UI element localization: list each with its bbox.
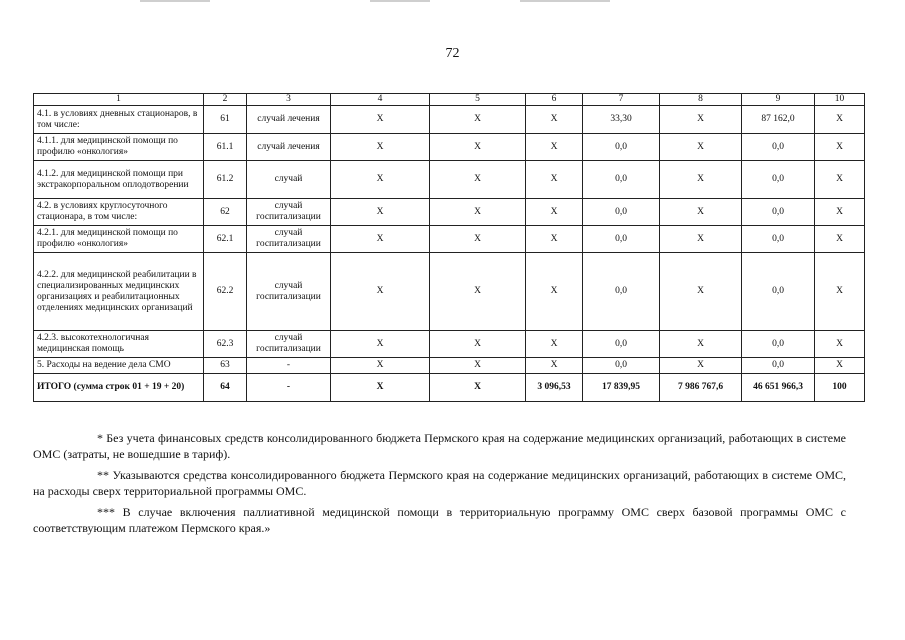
table-row bbox=[34, 226, 865, 253]
total-row bbox=[34, 374, 865, 402]
cell-col10: X bbox=[815, 161, 865, 199]
row-code: 62 bbox=[204, 199, 247, 226]
cell-col5: X bbox=[430, 331, 526, 358]
row-code: 61.2 bbox=[204, 161, 247, 199]
cell-col4: X bbox=[331, 358, 430, 374]
cell-col9: 0,0 bbox=[742, 253, 815, 331]
cell-col9: 0,0 bbox=[742, 331, 815, 358]
row-unit: случай bbox=[247, 161, 331, 199]
column-header: 10 bbox=[815, 94, 865, 106]
table-row bbox=[34, 161, 865, 199]
cell-col7: 0,0 bbox=[583, 358, 660, 374]
column-header: 9 bbox=[742, 94, 815, 106]
row-name: 4.2. в условиях круглосуточного стационара, в том числе: bbox=[34, 199, 204, 226]
cell-col9: 0,0 bbox=[742, 134, 815, 161]
cell-col6: 3 096,53 bbox=[526, 374, 583, 402]
cell-col10: 100 bbox=[815, 374, 865, 402]
scan-artifact bbox=[520, 0, 610, 2]
financing-table bbox=[33, 93, 865, 402]
cell-col7: 0,0 bbox=[583, 226, 660, 253]
column-header: 8 bbox=[660, 94, 742, 106]
row-name: 4.2.3. высокотехнологичная медицинская помощь bbox=[34, 331, 204, 358]
row-name: 4.1. в условиях дневных стационаров, в том числе: bbox=[34, 106, 204, 134]
cell-col6: X bbox=[526, 161, 583, 199]
column-header: 4 bbox=[331, 94, 430, 106]
cell-col10: X bbox=[815, 106, 865, 134]
cell-col10: X bbox=[815, 253, 865, 331]
row-unit: случай госпитализации bbox=[247, 331, 331, 358]
row-unit: случай лечения bbox=[247, 106, 331, 134]
column-header: 5 bbox=[430, 94, 526, 106]
row-name: 4.2.2. для медицинской реабилитации в специализированных медицинских организациях и реабилитационных отделениях медицинских организаций bbox=[34, 253, 204, 331]
cell-col6: X bbox=[526, 134, 583, 161]
cell-col9: 87 162,0 bbox=[742, 106, 815, 134]
cell-col7: 33,30 bbox=[583, 106, 660, 134]
row-code: 62.1 bbox=[204, 226, 247, 253]
row-code: 64 bbox=[204, 374, 247, 402]
cell-col6: X bbox=[526, 106, 583, 134]
cell-col5: X bbox=[430, 161, 526, 199]
row-unit: - bbox=[247, 374, 331, 402]
row-name: 4.2.1. для медицинской помощи по профилю «онкология» bbox=[34, 226, 204, 253]
cell-col6: X bbox=[526, 253, 583, 331]
table-row bbox=[34, 358, 865, 374]
cell-col7: 0,0 bbox=[583, 134, 660, 161]
cell-col9: 46 651 966,3 bbox=[742, 374, 815, 402]
cell-col8: 7 986 767,6 bbox=[660, 374, 742, 402]
row-name: 5. Расходы на ведение дела СМО bbox=[34, 358, 204, 374]
cell-col9: 0,0 bbox=[742, 161, 815, 199]
cell-col5: X bbox=[430, 358, 526, 374]
row-name: 4.1.2. для медицинской помощи при экстракорпоральном оплодотворении bbox=[34, 161, 204, 199]
row-code: 62.3 bbox=[204, 331, 247, 358]
cell-col8: X bbox=[660, 226, 742, 253]
cell-col7: 0,0 bbox=[583, 331, 660, 358]
cell-col10: X bbox=[815, 226, 865, 253]
cell-col7: 0,0 bbox=[583, 253, 660, 331]
cell-col6: X bbox=[526, 331, 583, 358]
row-unit: случай госпитализации bbox=[247, 199, 331, 226]
cell-col7: 0,0 bbox=[583, 161, 660, 199]
cell-col5: X bbox=[430, 374, 526, 402]
cell-col7: 17 839,95 bbox=[583, 374, 660, 402]
cell-col4: X bbox=[331, 331, 430, 358]
cell-col10: X bbox=[815, 134, 865, 161]
table-row bbox=[34, 253, 865, 331]
cell-col8: X bbox=[660, 253, 742, 331]
footnotes bbox=[33, 430, 846, 541]
table-row bbox=[34, 134, 865, 161]
cell-col8: X bbox=[660, 161, 742, 199]
cell-col4: X bbox=[331, 161, 430, 199]
row-code: 62.2 bbox=[204, 253, 247, 331]
cell-col5: X bbox=[430, 253, 526, 331]
table-row bbox=[34, 331, 865, 358]
cell-col4: X bbox=[331, 374, 430, 402]
scan-artifact bbox=[140, 0, 210, 2]
row-unit: случай лечения bbox=[247, 134, 331, 161]
row-code: 61.1 bbox=[204, 134, 247, 161]
column-header: 1 bbox=[34, 94, 204, 106]
scan-artifact bbox=[370, 0, 430, 2]
table-row bbox=[34, 106, 865, 134]
cell-col10: X bbox=[815, 199, 865, 226]
cell-col5: X bbox=[430, 106, 526, 134]
row-unit: - bbox=[247, 358, 331, 374]
footnote-2: ** Указываются средства консолидированного бюджета Пермского края на содержание медицинских организаций, работающих в системе ОМС, на расходы сверх территориальной программы ОМС. bbox=[33, 468, 846, 498]
cell-col4: X bbox=[331, 226, 430, 253]
cell-col8: X bbox=[660, 199, 742, 226]
cell-col4: X bbox=[331, 253, 430, 331]
row-unit: случай госпитализации bbox=[247, 226, 331, 253]
cell-col7: 0,0 bbox=[583, 199, 660, 226]
cell-col5: X bbox=[430, 199, 526, 226]
cell-col10: X bbox=[815, 358, 865, 374]
column-header: 7 bbox=[583, 94, 660, 106]
column-header: 2 bbox=[204, 94, 247, 106]
cell-col6: X bbox=[526, 226, 583, 253]
cell-col5: X bbox=[430, 226, 526, 253]
row-code: 63 bbox=[204, 358, 247, 374]
footnote-3: *** В случае включения паллиативной медицинской помощи в территориальную программу ОМС сверх базовой программы ОМС с соответствующим платежом Пермского края.» bbox=[33, 505, 846, 535]
cell-col8: X bbox=[660, 358, 742, 374]
table-row bbox=[34, 199, 865, 226]
column-header: 6 bbox=[526, 94, 583, 106]
cell-col9: 0,0 bbox=[742, 199, 815, 226]
row-code: 61 bbox=[204, 106, 247, 134]
cell-col6: X bbox=[526, 358, 583, 374]
cell-col6: X bbox=[526, 199, 583, 226]
cell-col4: X bbox=[331, 199, 430, 226]
page-number: 72 bbox=[445, 46, 460, 61]
row-unit: случай госпитализации bbox=[247, 253, 331, 331]
cell-col8: X bbox=[660, 331, 742, 358]
row-name: ИТОГО (сумма строк 01 + 19 + 20) bbox=[34, 374, 204, 402]
cell-col9: 0,0 bbox=[742, 358, 815, 374]
cell-col9: 0,0 bbox=[742, 226, 815, 253]
cell-col4: X bbox=[331, 106, 430, 134]
column-header: 3 bbox=[247, 94, 331, 106]
cell-col5: X bbox=[430, 134, 526, 161]
cell-col8: X bbox=[660, 134, 742, 161]
footnote-1: * Без учета финансовых средств консолидированного бюджета Пермского края на содержание медицинских организаций, работающих в системе ОМС (затраты, не вошедшие в тариф). bbox=[33, 431, 846, 461]
cell-col10: X bbox=[815, 331, 865, 358]
row-name: 4.1.1. для медицинской помощи по профилю «онкология» bbox=[34, 134, 204, 161]
cell-col4: X bbox=[331, 134, 430, 161]
cell-col8: X bbox=[660, 106, 742, 134]
header-row bbox=[34, 94, 865, 106]
